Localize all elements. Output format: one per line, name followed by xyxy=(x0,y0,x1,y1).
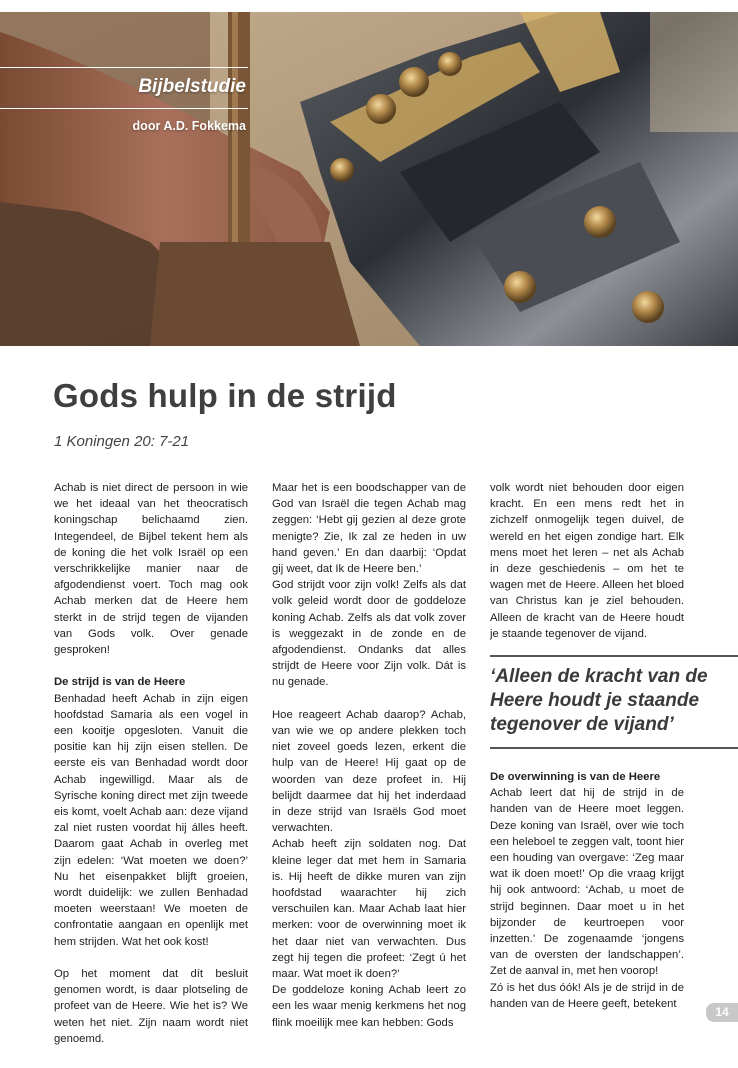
pull-quote: ‘Alleen de kracht van de Heere houdt je staande tegenover de vijand’ xyxy=(490,666,708,735)
column-3-top xyxy=(490,480,684,642)
paragraph: Achab leert dat hij de strijd in de handen van de Heere moet leggen. Deze koning van Israël, over wie toch een heleboel te zeggen valt, toont hier een houding van overgave: ‘Zeg maar wat ik doen moet!’ Op die vraag krijgt hij ook antwoord: ‘Achab, u moet de strijd beginnen. Daar moet u in het bijzonder de keurtroepen voor inzetten.’ De zogenaamde ‘jongens van de oversten der landschappen’. Zet de aanval in, met hen voorop! xyxy=(490,787,684,978)
pull-quote-rule-top xyxy=(490,655,738,657)
subheading: De overwinning is van de Heere xyxy=(490,771,661,783)
paragraph: Hoe reageert Achab daarop? Achab, van wie we op andere plekken toch niet zoveel goeds lezen, erkent die hulp van de Heere! Hij gaat op de woorden van deze profeet in. Hij belijdt daarmee dat hij het inderdaad in deze strijd van Israëls God moet verwachten. xyxy=(272,708,466,835)
scripture-reference: 1 Koningen 20: 7-21 xyxy=(54,433,190,450)
paragraph: Op het moment dat dít besluit genomen wordt, is daar plotseling de profeet van de Heere. Wie het is? We weten het niet. Zijn naam wordt niet genoemd. xyxy=(54,968,248,1045)
paragraph: volk wordt niet behouden door eigen kracht. En een mens redt het in zichzelf onmogelijk tegen duivel, de wereld en het eigen zondige hart. Elk mens moet het leren – net als Achab in deze geschiedenis – om het te wagen met de Heere. Alleen het bloed van Christus kan je ziel behouden. Alleen de kracht van de Heere houdt je staande tegenover de vijand. xyxy=(490,482,684,640)
paragraph: Benhadad heeft Achab in zijn eigen hoofdstad Samaria als een vogel in een kooitje opgesloten. Vanuit die positie kan hij zijn eisen stellen. De eerste eis van Benhadad wordt door Achab ingewilligd. Maar als de Syrische koning direct met zijn tweede eis komt, voelt Achab aan: deze vijand zal niet rusten voordat hij álles heeft. Daarom gaat Achab in overleg met zijn edelen: ‘Wat moeten we doen?’ Nu het eisenpakket blijft groeien, wordt duidelijk: we zullen Benhadad moeten weerstaan! We moeten de confrontatie aangaan en openlijk met hem strijden. Wat het ook kost! xyxy=(54,692,248,948)
column-2 xyxy=(272,480,466,1031)
subheading: De strijd is van de Heere xyxy=(54,676,186,689)
paragraph: De goddeloze koning Achab leert zo een les waar menig kerkmens het nog flink moeilijk mee kan hebben: Gods xyxy=(272,984,466,1029)
author-byline: door A.D. Fokkema xyxy=(132,119,246,133)
article-title: Gods hulp in de strijd xyxy=(53,377,397,414)
page-number-badge: 14 xyxy=(706,1003,738,1022)
pull-quote-rule-bottom xyxy=(490,747,738,749)
paragraph: Achab heeft zijn soldaten nog. Dat kleine leger dat met hem in Samaria is. Hij heeft de dikke muren van zijn hoofdstad waarachter hij zich verschuilen kan. Maar Achab laat hier merken: voor de overwinning moet ik het daar niet van verwachten. Dus zegt hij tegen die profeet: ‘Zegt ú het maar. Wat moet ik doen?’ xyxy=(272,838,466,981)
column-1 xyxy=(54,480,248,1047)
header-rule-top xyxy=(0,67,248,68)
hero-image xyxy=(0,12,738,346)
column-3-bottom xyxy=(490,769,684,1012)
header-rule-bottom xyxy=(0,108,248,109)
section-label: Bijbelstudie xyxy=(138,76,246,97)
soldier-armor-photo xyxy=(0,12,738,346)
paragraph: God strijdt voor zijn volk! Zelfs als dat volk geleid wordt door de goddeloze koning Achab. Zelfs als dat volk zover is weggezakt in de zonde en de afgodendienst. Ondanks dat alles strijdt de Heere voor Zijn volk. Dát is nu genade. xyxy=(272,579,466,689)
paragraph: Achab is niet direct de persoon in wie we het ideaal van het theocratisch koningschap belichaamd zien. Integendeel, de Bijbel tekent hem als de koning die het volk Israël op een verschrikkelijke manier naar de afgodendienst voert. Toch mag ook Achab merken dat de Heere hem sterkt in de strijd tegen de vijanden van Gods volk. Over genade gesproken! xyxy=(54,482,248,657)
paragraph: Zó is het dus óók! Als je de strijd in de handen van de Heere geeft, betekent xyxy=(490,981,684,1010)
paragraph: Maar het is een boodschapper van de God van Israël die tegen Achab mag zeggen: ‘Hebt gij gezien al deze grote menigte? Zie, Ik zal ze heden in uw hand geven.’ En dan daarbij: ‘Opdat gij weet, dat Ik de Heere ben.’ xyxy=(272,482,466,576)
